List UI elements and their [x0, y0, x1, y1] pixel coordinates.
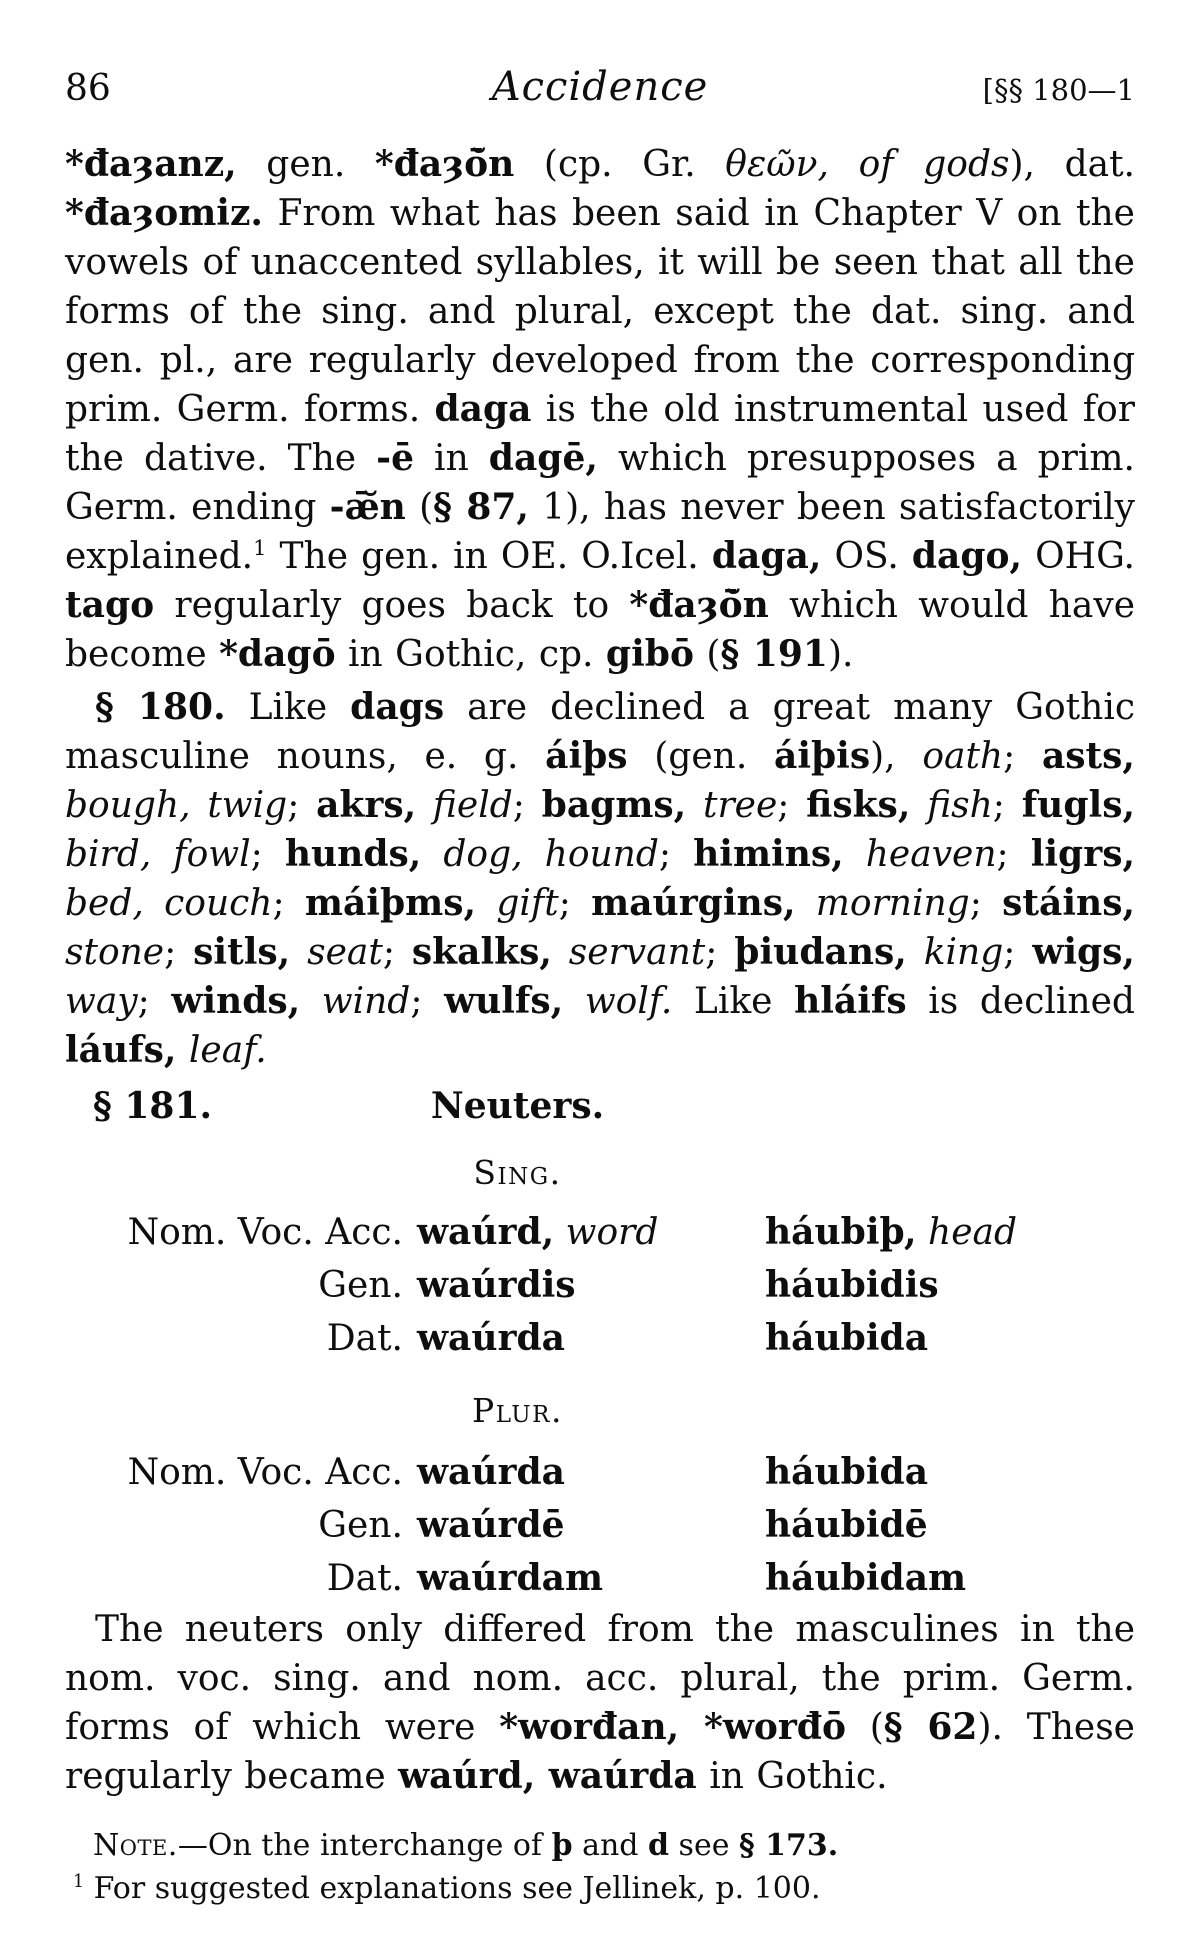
plural-heading: Plur.: [472, 1391, 563, 1430]
text-segment: —On the interchange of: [177, 1828, 552, 1863]
text-segment: For suggested explanations see Jellinek, p. 100.: [84, 1871, 821, 1906]
declension-form-left: [417, 1446, 765, 1499]
text-segment: ;: [410, 981, 445, 1022]
section-181-block: [65, 1085, 1018, 1605]
text-segment: The neuters only differed from the masculines in the nom. voc. sing. and nom. acc. plural, the prim. Germ. forms of which were: [65, 1609, 1135, 1748]
plural-table: [65, 1446, 970, 1605]
text-segment: 1: [253, 536, 267, 560]
text-segment: which presupposes a prim. Germ. ending: [65, 438, 1135, 528]
text-segment: way: [65, 981, 138, 1022]
text-segment: bough, twig: [65, 785, 288, 826]
text-segment: þiudans,: [734, 931, 907, 973]
text-segment: waúrda: [417, 1317, 565, 1359]
text-segment: winds,: [171, 980, 301, 1022]
text-segment: máiþms,: [304, 882, 477, 924]
text-segment: of gods: [858, 144, 1010, 185]
text-segment: regularly goes back to: [154, 585, 630, 626]
text-segment: bed, couch: [65, 883, 273, 924]
text-segment: § 180.: [95, 686, 226, 728]
text-segment: ;: [1003, 736, 1042, 777]
text-segment: gen.: [236, 144, 375, 185]
text-segment: § 87,: [433, 486, 529, 528]
text-segment: [416, 785, 433, 826]
text-segment: d: [648, 1828, 670, 1863]
text-segment: and: [572, 1828, 649, 1863]
text-segment: tago: [65, 584, 155, 626]
text-segment: akrs,: [316, 784, 417, 826]
text-segment: (: [693, 634, 721, 675]
text-segment: [829, 144, 859, 185]
text-segment: þ: [551, 1828, 573, 1863]
text-segment: [844, 834, 866, 875]
case-label: Nom. Voc. Acc.: [127, 1452, 403, 1493]
text-segment: fisks,: [806, 784, 911, 826]
text-segment: ;: [512, 785, 542, 826]
text-segment: (cp. Gr.: [514, 144, 726, 185]
declension-form-right: [765, 1206, 1017, 1259]
text-segment: -ǣ̆n: [329, 486, 406, 528]
text-segment: gift: [496, 883, 559, 924]
text-segment: ;: [705, 932, 735, 973]
text-segment: ;: [558, 883, 592, 924]
text-segment: waúrd,: [417, 1211, 555, 1253]
text-segment: ;: [992, 785, 1022, 826]
text-segment: sitls,: [193, 931, 291, 973]
text-segment: Like: [225, 687, 351, 728]
text-segment: ;: [272, 883, 305, 924]
text-segment: gibō: [605, 633, 694, 675]
text-segment: háubidam: [765, 1557, 967, 1599]
text-segment: wolf.: [584, 981, 673, 1022]
text-segment: oath: [922, 736, 1004, 777]
text-segment: [552, 932, 569, 973]
text-segment: dog, hound: [443, 834, 659, 875]
text-segment: ;: [164, 932, 194, 973]
declension-form-right: [765, 1552, 970, 1605]
text-segment: daga: [434, 388, 532, 430]
text-segment: The gen. in OE. O.Icel.: [266, 536, 712, 577]
text-segment: wigs,: [1032, 931, 1135, 973]
text-segment: háubida: [765, 1317, 929, 1359]
page-number: 86: [65, 68, 111, 109]
text-segment: [910, 785, 927, 826]
text-segment: in Gothic.: [696, 1756, 888, 1797]
declension-form-right: [765, 1499, 970, 1552]
paragraph-section-180: [65, 683, 1135, 1075]
text-segment: From what has been said in Chapter V on the vowels of unaccented syllables, it will be seen that all the forms of the sing. and plural, except the dat. sing. and gen. pl., are regularly developed from the corresponding prim. Germ. forms.: [65, 193, 1135, 430]
text-segment: (: [405, 487, 434, 528]
text-segment: *đaȝanz,: [65, 143, 237, 185]
text-segment: stone: [65, 932, 165, 973]
case-label: Dat.: [326, 1558, 403, 1599]
text-segment: tree: [702, 785, 778, 826]
text-segment: stáins,: [1002, 882, 1136, 924]
text-segment: morning: [815, 883, 970, 924]
text-segment: in Gothic, cp.: [335, 634, 606, 675]
text-segment: maúrgins,: [591, 882, 796, 924]
text-segment: see: [669, 1828, 739, 1863]
text-segment: háubidis: [765, 1264, 939, 1306]
text-segment: *đaȝō̆n: [629, 584, 769, 626]
text-segment: ;: [287, 785, 317, 826]
declension-form-right: [765, 1259, 1017, 1312]
text-segment: Like: [672, 981, 795, 1022]
text-segment: ;: [137, 981, 172, 1022]
text-segment: waúrda: [417, 1451, 565, 1493]
declension-form-left: [417, 1206, 765, 1259]
text-segment: ;: [1003, 932, 1033, 973]
text-segment: háubida: [765, 1451, 929, 1493]
text-segment: dago,: [911, 535, 1023, 577]
text-segment: § 191: [720, 633, 828, 675]
section-title: Neuters.: [430, 1085, 605, 1127]
text-segment: dags: [350, 686, 445, 728]
paragraph-neuters-difference: [65, 1605, 1135, 1801]
text-segment: ). These regularly became: [65, 1707, 1135, 1797]
text-segment: ;: [382, 932, 412, 973]
section-181-heading: [65, 1085, 970, 1137]
text-segment: [421, 834, 443, 875]
text-segment: háubidē: [765, 1504, 928, 1546]
text-segment: wind: [321, 981, 411, 1022]
text-segment: waúrd, waúrda: [398, 1755, 697, 1797]
text-segment: which would have become: [65, 585, 1135, 675]
singular-table: [65, 1206, 1018, 1365]
text-segment: 1: [73, 1872, 85, 1892]
text-segment: [300, 981, 322, 1022]
text-segment: are declined a great many Gothic masculine nouns, e. g.: [65, 687, 1135, 777]
case-label: Dat.: [326, 1318, 403, 1359]
text-segment: (: [845, 1707, 884, 1748]
text-segment: hunds,: [284, 833, 422, 875]
text-segment: ).: [827, 634, 854, 675]
text-segment: bird, fowl: [65, 834, 251, 875]
text-segment: θεῶν,: [725, 144, 829, 185]
text-segment: asts,: [1041, 735, 1135, 777]
text-segment: fish: [927, 785, 993, 826]
text-segment: dagē,: [488, 437, 598, 479]
text-segment: [290, 932, 307, 973]
text-segment: servant: [568, 932, 706, 973]
page-header: [65, 64, 1135, 110]
text-segment: [917, 1212, 928, 1253]
text-segment: is the old instrumental used for the dative. The: [65, 389, 1135, 479]
paragraph-continuation: [65, 140, 1135, 679]
text-segment: -ē: [376, 437, 415, 479]
text-segment: [796, 883, 816, 924]
text-segment: § 173.: [739, 1828, 839, 1863]
declension-form-left: [417, 1259, 765, 1312]
text-segment: is declined: [906, 981, 1135, 1022]
text-segment: himins,: [693, 833, 844, 875]
text-segment: hláifs: [794, 980, 907, 1022]
text-segment: in: [414, 438, 489, 479]
text-segment: word: [565, 1212, 659, 1253]
text-segment: háubiþ,: [765, 1211, 917, 1253]
text-segment: bagms,: [541, 784, 687, 826]
text-segment: waúrdē: [417, 1504, 565, 1546]
text-segment: [176, 1030, 188, 1071]
text-segment: fugls,: [1021, 784, 1135, 826]
text-segment: 1), has never been satisfactorily explained.: [65, 487, 1135, 577]
footnote: [65, 1868, 1135, 1909]
text-segment: king: [923, 932, 1004, 973]
text-segment: [476, 883, 496, 924]
text-segment: *worđan, *worđō: [499, 1706, 846, 1748]
text-segment: field: [432, 785, 513, 826]
text-segment: waúrdis: [417, 1264, 576, 1306]
text-segment: (gen.: [627, 736, 774, 777]
text-segment: [686, 785, 703, 826]
text-segment: heaven: [865, 834, 997, 875]
section-range: [§§ 180—1: [982, 73, 1135, 107]
text-segment: *dagō: [219, 633, 336, 675]
text-segment: *đaȝō̆n: [374, 143, 515, 185]
declension-form-left: [417, 1499, 765, 1552]
text-segment: ;: [658, 834, 694, 875]
text-segment: ;: [250, 834, 285, 875]
text-segment: § 62: [883, 1706, 978, 1748]
text-segment: áiþs: [545, 735, 628, 777]
text-segment: OHG.: [1022, 536, 1135, 577]
text-segment: ;: [969, 883, 1003, 924]
declension-form-left: [417, 1552, 765, 1605]
page-body: [65, 140, 1135, 1909]
text-segment: head: [928, 1212, 1018, 1253]
case-label: Nom. Voc. Acc.: [127, 1212, 403, 1253]
declension-form-left: [417, 1312, 765, 1365]
text-segment: seat: [307, 932, 383, 973]
text-segment: ligrs,: [1030, 833, 1135, 875]
singular-heading: Sing.: [473, 1153, 562, 1192]
text-segment: ),: [870, 736, 923, 777]
declension-form-right: [765, 1446, 970, 1499]
text-segment: [554, 1212, 565, 1253]
text-segment: Note.: [93, 1828, 178, 1863]
case-label: Gen.: [318, 1265, 403, 1306]
text-segment: leaf.: [188, 1030, 267, 1071]
text-segment: wulfs,: [444, 980, 564, 1022]
text-segment: ;: [996, 834, 1031, 875]
text-segment: ;: [777, 785, 807, 826]
text-segment: láufs,: [65, 1029, 177, 1071]
text-segment: skalks,: [411, 931, 552, 973]
running-title: Accidence: [491, 64, 709, 110]
section-number: § 181.: [93, 1085, 213, 1127]
text-segment: waúrdam: [417, 1557, 604, 1599]
note: [65, 1825, 1135, 1866]
text-segment: [563, 981, 585, 1022]
text-segment: daga,: [711, 535, 822, 577]
text-segment: OS.: [821, 536, 912, 577]
case-label: Gen.: [318, 1505, 403, 1546]
declension-form-right: [765, 1312, 1017, 1365]
text-segment: *đaȝomiz.: [65, 192, 263, 234]
text-segment: ), dat.: [1009, 144, 1135, 185]
text-segment: [907, 932, 924, 973]
text-segment: áiþis: [774, 735, 871, 777]
